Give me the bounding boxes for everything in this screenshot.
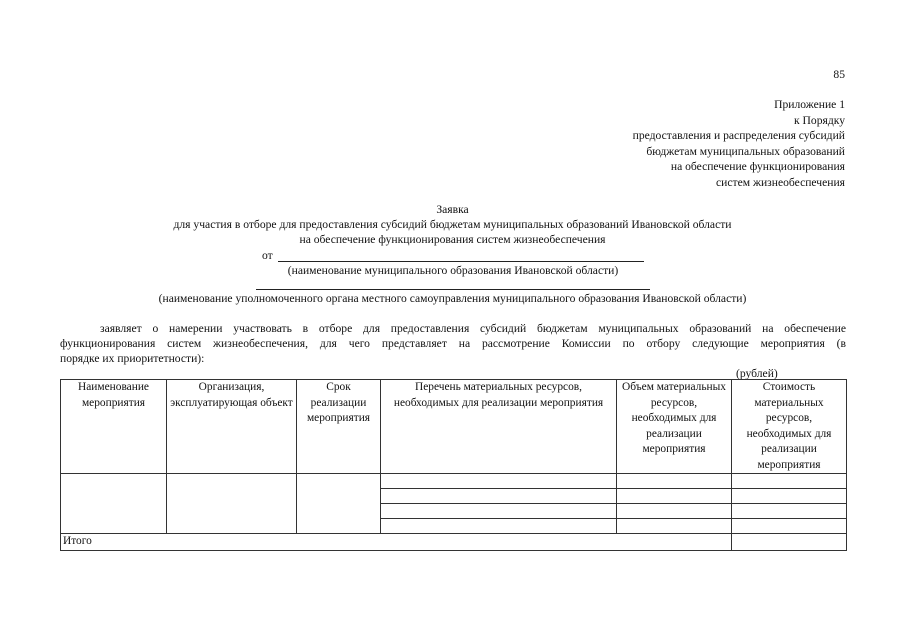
table-cell xyxy=(732,504,847,519)
appendix-line: бюджетам муниципальных образований xyxy=(646,144,845,158)
appendix-line: Приложение 1 xyxy=(774,98,845,111)
table-cell xyxy=(381,504,617,519)
from-label: от xyxy=(262,249,273,262)
table-cell xyxy=(617,504,732,519)
body-caption: (наименование уполномоченного органа местного самоуправления муниципального образования Ивановской области) xyxy=(158,292,747,305)
appendix-line: на обеспечение функционирования xyxy=(670,160,845,173)
header-cell: Стоимость материальных ресурсов, необходимых для реализации мероприятия xyxy=(732,380,847,474)
table-cell xyxy=(617,474,732,489)
from-fill-line xyxy=(278,261,644,262)
appendix-block xyxy=(633,97,845,190)
header-cell: Организация, эксплуатирующая объект xyxy=(167,380,297,474)
table-cell xyxy=(381,489,617,504)
header-cell: Объем материальных ресурсов, необходимых для реализации мероприятия xyxy=(617,380,732,474)
units-label: (рублей) xyxy=(736,367,778,380)
table-header-row xyxy=(61,380,847,474)
body-fill-line xyxy=(256,289,650,290)
header-cell: Перечень материальных ресурсов, необходимых для реализации мероприятия xyxy=(381,380,617,474)
measures-table xyxy=(60,379,847,551)
page-number: 85 xyxy=(833,68,845,81)
intro-line: заявляет о намерении участвовать в отборе для предоставления субсидий бюджетам муниципальных образований на обеспечение xyxy=(100,322,846,335)
table-cell xyxy=(167,474,297,534)
total-row xyxy=(61,534,847,551)
appendix-line: предоставления и распределения субсидий xyxy=(632,129,845,142)
appendix-line: систем жизнеобеспечения xyxy=(716,175,845,189)
header-cell: Срок реализации мероприятия xyxy=(297,380,381,474)
table-cell xyxy=(732,519,847,534)
table-row xyxy=(61,474,847,489)
heading-line: для участия в отборе для предоставления субсидий бюджетам муниципальных образований Ивановской области xyxy=(173,218,732,231)
intro-line: функционирования систем жизнеобеспечения, для чего представляет на рассмотрение Комиссии по отбору следующие мероприятия (в xyxy=(60,337,846,350)
appendix-line: к Порядку xyxy=(794,113,845,127)
document-title: Заявка xyxy=(436,203,469,216)
intro-line: порядке их приоритетности): xyxy=(60,352,205,365)
table-cell xyxy=(732,474,847,489)
table-cell xyxy=(381,474,617,489)
total-label: Итого xyxy=(61,534,732,551)
table-cell xyxy=(297,474,381,534)
heading-line: на обеспечение функционирования систем жизнеобеспечения xyxy=(299,233,606,246)
total-value-cell xyxy=(732,534,847,551)
table-cell xyxy=(381,519,617,534)
from-caption: (наименование муниципального образования Ивановской области) xyxy=(287,264,619,277)
table-cell xyxy=(617,519,732,534)
table-cell xyxy=(732,489,847,504)
header-cell: Наименование мероприятия xyxy=(61,380,167,474)
table-cell xyxy=(61,474,167,534)
table-cell xyxy=(617,489,732,504)
